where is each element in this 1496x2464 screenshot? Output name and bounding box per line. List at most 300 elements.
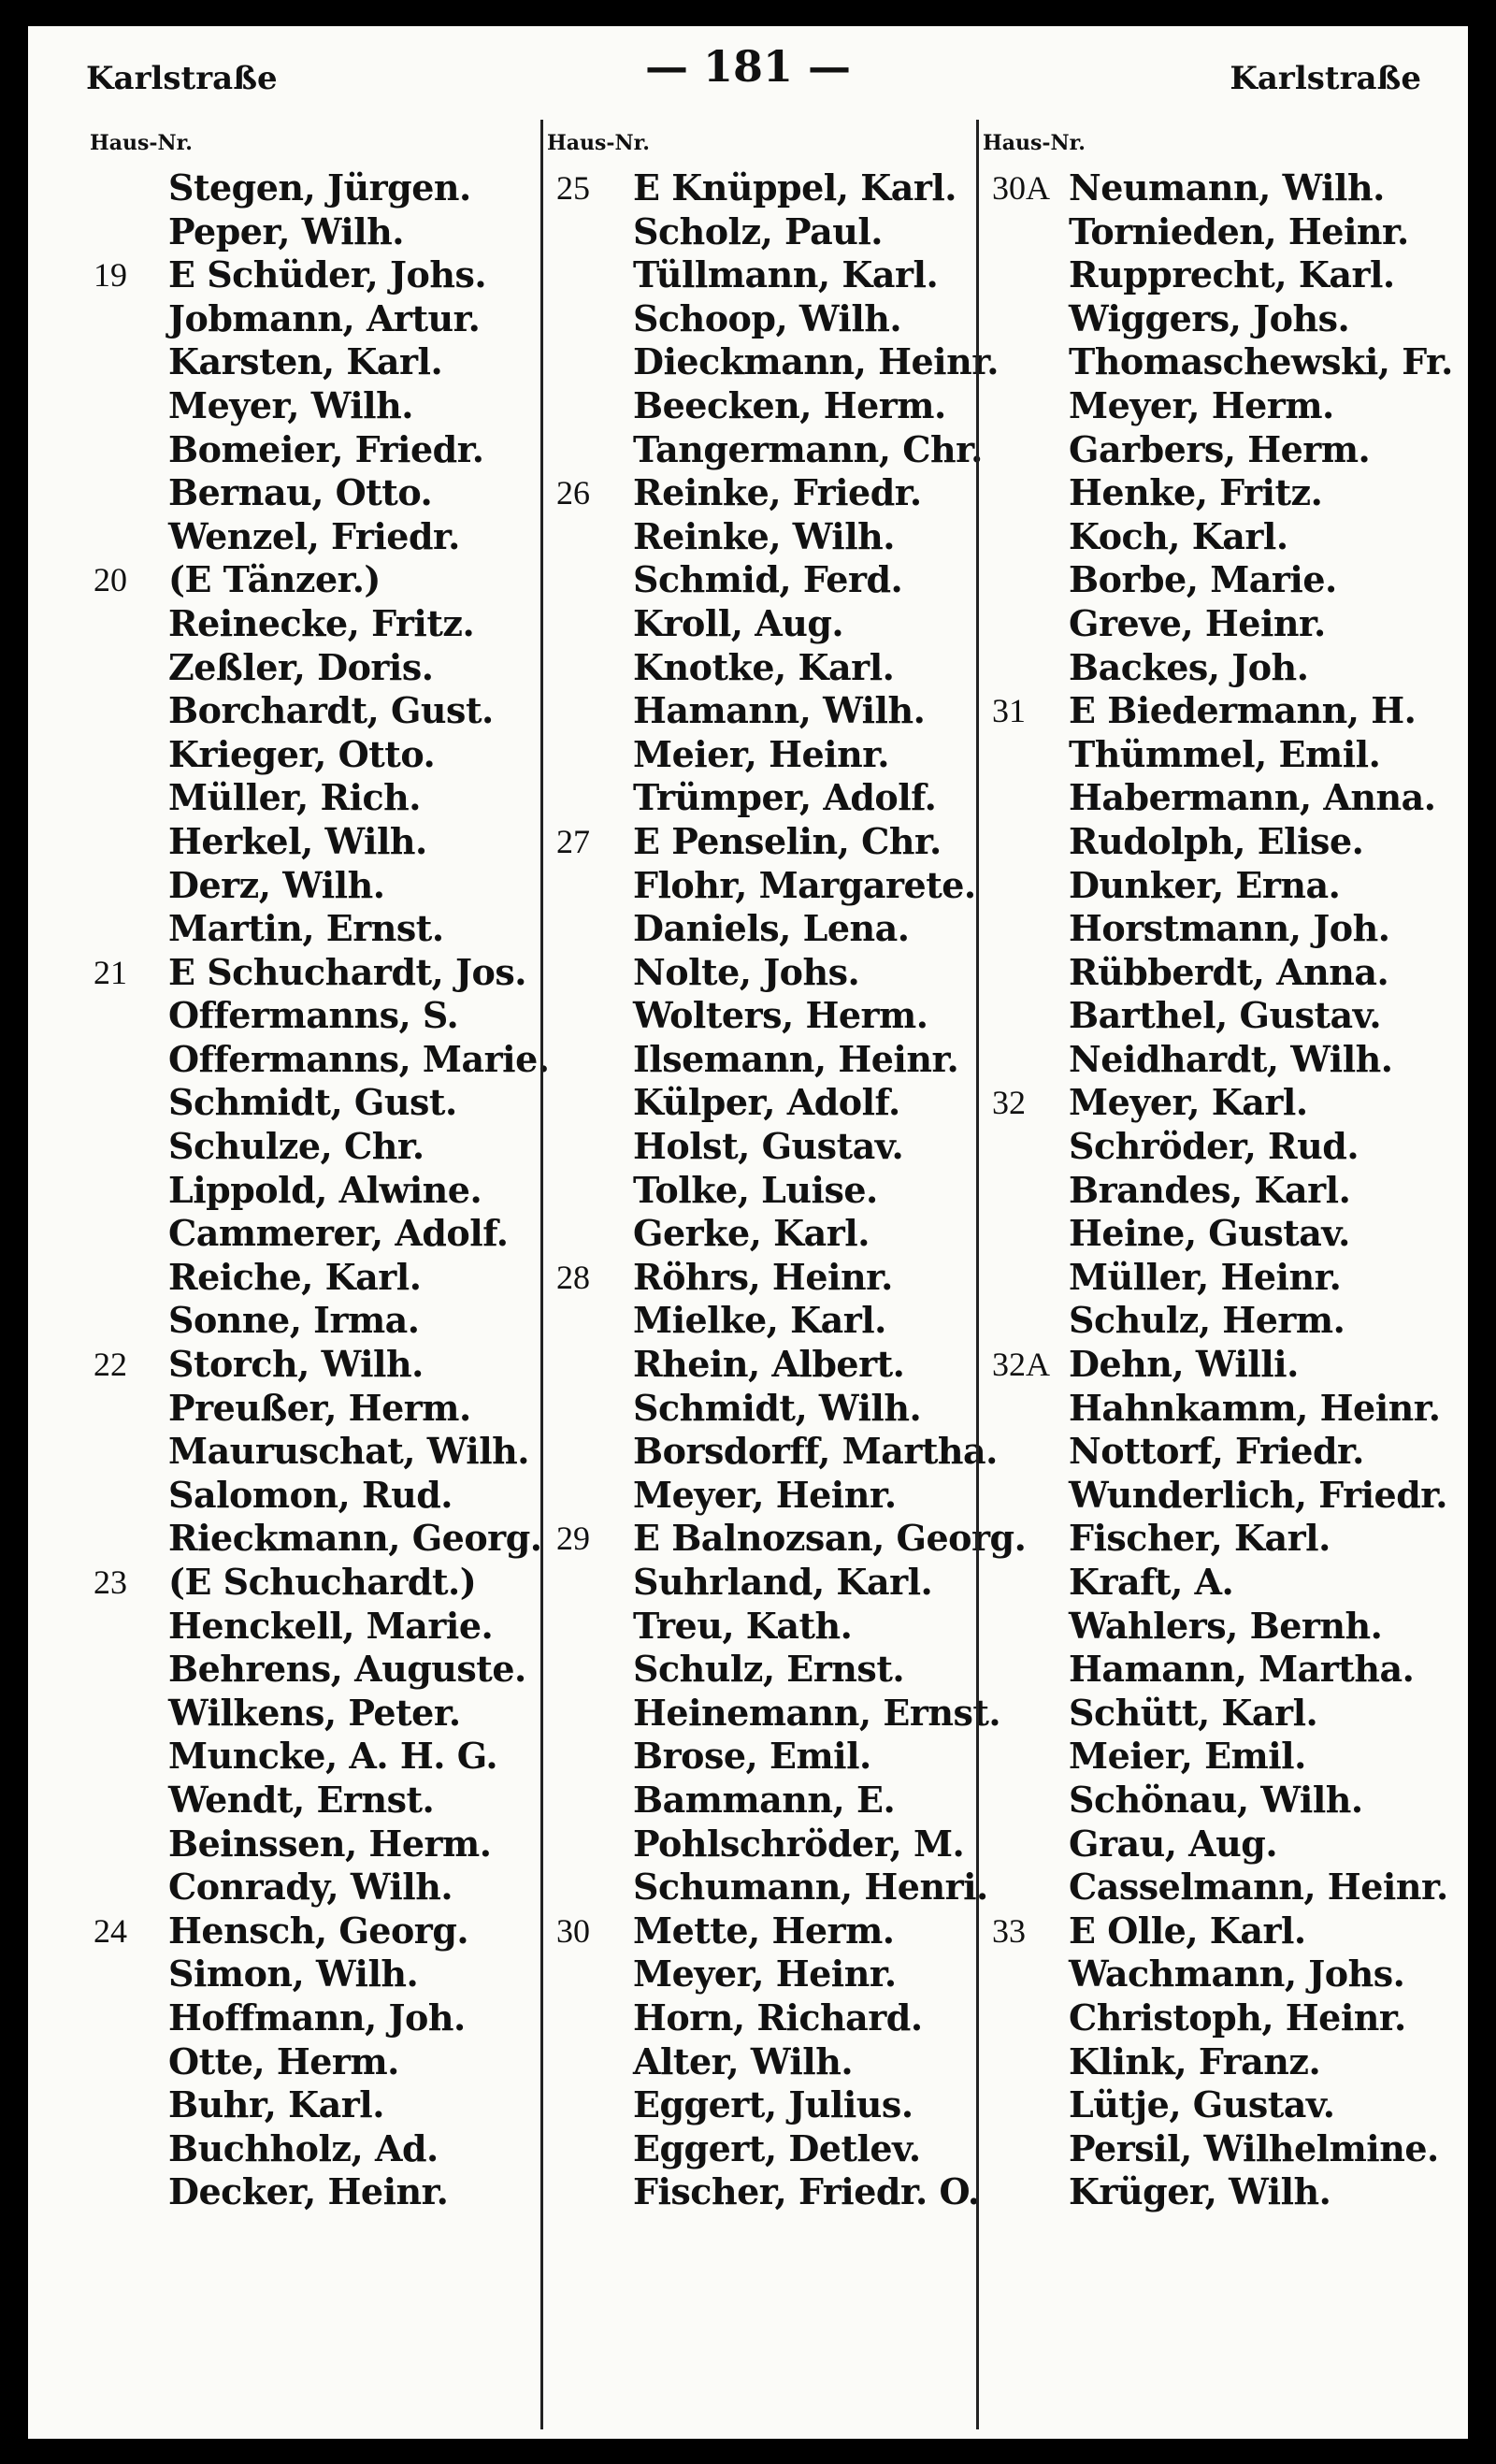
resident-name: Meier, Heinr. [633, 732, 889, 775]
resident-name: Wunderlich, Friedr. [1069, 1473, 1448, 1516]
resident-name: Rudolph, Elise. [1069, 819, 1364, 862]
resident-name: Hahnkamm, Heinr. [1069, 1386, 1441, 1429]
page-number: — 181 — [644, 41, 852, 92]
resident-name: Schröder, Rud. [1069, 1125, 1359, 1168]
house-number: 33 [992, 1911, 1026, 1950]
resident-name: Buchholz, Ad. [168, 2126, 439, 2169]
directory-entry [86, 820, 554, 864]
house-number: 31 [992, 692, 1026, 730]
resident-name: Knotke, Karl. [633, 645, 895, 688]
resident-name: Jobmann, Artur. [168, 296, 481, 339]
directory-entry [543, 1169, 1011, 1213]
directory-entry [86, 1081, 554, 1125]
directory-entry [543, 1561, 1011, 1605]
directory-entry [86, 1299, 554, 1343]
directory-entry [979, 1299, 1446, 1343]
resident-name: Alter, Wilh. [633, 2039, 854, 2082]
directory-entry [86, 1605, 554, 1649]
directory-entry [543, 253, 1011, 297]
resident-name: Beinssen, Herm. [168, 1822, 492, 1865]
directory-entry [979, 166, 1446, 210]
resident-name: Scholz, Paul. [633, 209, 883, 252]
directory-entry [543, 1605, 1011, 1649]
resident-name: Pohlschröder, M. [633, 1822, 965, 1865]
directory-entry [979, 1996, 1446, 2040]
directory-entry [86, 951, 554, 995]
house-number: 23 [94, 1563, 127, 1601]
directory-entry [543, 994, 1011, 1038]
resident-name: Külper, Adolf. [633, 1081, 900, 1124]
resident-name: Heine, Gustav. [1069, 1212, 1350, 1255]
directory-entry [979, 1779, 1446, 1823]
directory-entry [543, 1343, 1011, 1387]
resident-name: Neumann, Wilh. [1069, 166, 1385, 209]
resident-name: Martin, Ernst. [168, 907, 444, 950]
resident-name: Schmidt, Wilh. [633, 1386, 922, 1429]
directory-entry [543, 776, 1011, 820]
resident-name: Lütje, Gustav. [1069, 2083, 1335, 2126]
column-heading: Haus-Nr. [547, 131, 650, 155]
directory-entry [543, 1212, 1011, 1256]
house-number: 30A [992, 169, 1050, 207]
directory-entry [543, 907, 1011, 951]
resident-name: Holst, Gustav. [633, 1125, 904, 1168]
resident-name: Otte, Herm. [168, 2039, 399, 2082]
resident-name: Krüger, Wilh. [1069, 2170, 1331, 2213]
resident-name: Salomon, Rud. [168, 1473, 453, 1516]
directory-entry [86, 1256, 554, 1300]
directory-entry [543, 1474, 1011, 1518]
directory-entry [543, 166, 1011, 210]
resident-name: Nottorf, Friedr. [1069, 1430, 1364, 1473]
resident-name: Flohr, Margarete. [633, 863, 976, 906]
directory-entry [86, 1866, 554, 1909]
resident-name: Müller, Rich. [168, 776, 421, 819]
resident-name: Schütt, Karl. [1069, 1691, 1318, 1734]
directory-entry [86, 776, 554, 820]
resident-name: E Schüder, Johs. [168, 253, 487, 296]
directory-entry [543, 2170, 1011, 2214]
directory-entry [86, 602, 554, 646]
directory-entry [86, 1212, 554, 1256]
house-number: 32 [992, 1084, 1026, 1122]
resident-name: Schulz, Herm. [1069, 1299, 1345, 1342]
directory-entry [86, 558, 554, 602]
resident-name: Meyer, Wilh. [168, 383, 413, 426]
directory-entry [543, 1735, 1011, 1779]
directory-entry [979, 1866, 1446, 1909]
directory-entry [543, 1517, 1027, 1561]
directory-entry [86, 1125, 554, 1169]
directory-entry [979, 558, 1446, 602]
resident-name: Dieckmann, Heinr. [633, 340, 999, 383]
directory-entry [543, 340, 1011, 384]
directory-entry [86, 253, 554, 297]
directory-entry [979, 2127, 1446, 2171]
resident-name: Rieckmann, Georg. [168, 1517, 542, 1560]
resident-name: Krieger, Otto. [168, 732, 436, 775]
directory-entry [979, 646, 1446, 690]
running-head-left: Karlstraße [86, 60, 278, 97]
directory-entry [86, 864, 554, 908]
directory-entry [86, 166, 554, 210]
directory-entry [543, 1038, 1011, 1082]
directory-entry [86, 428, 554, 472]
directory-entry [543, 471, 1011, 515]
resident-name: Hoffmann, Joh. [168, 1996, 466, 2039]
resident-name: Hensch, Georg. [168, 1909, 469, 1952]
directory-entry [86, 646, 554, 690]
resident-name: E Balnozsan, Georg. [633, 1517, 1027, 1560]
resident-name: Conrady, Wilh. [168, 1866, 453, 1909]
directory-entry [979, 864, 1446, 908]
directory-entry [86, 1430, 554, 1474]
resident-name: Behrens, Auguste. [168, 1648, 526, 1691]
directory-entry [979, 384, 1446, 428]
house-number: 21 [94, 953, 127, 991]
resident-name: Brose, Emil. [633, 1735, 871, 1778]
resident-name: E Biedermann, H. [1069, 689, 1417, 732]
resident-name: Decker, Heinr. [168, 2170, 449, 2213]
directory-entry [979, 733, 1446, 777]
resident-name: Buhr, Karl. [168, 2083, 384, 2126]
directory-entry [979, 1343, 1446, 1387]
directory-entry [86, 2040, 554, 2084]
resident-name: Klink, Franz. [1069, 2039, 1321, 2082]
directory-entry [86, 1823, 554, 1866]
resident-name: Muncke, A. H. G. [168, 1735, 498, 1778]
resident-name: Rupprecht, Karl. [1069, 253, 1395, 296]
directory-entry [543, 1125, 1011, 1169]
resident-name: Mauruschat, Wilh. [168, 1430, 529, 1473]
directory-entry [86, 1996, 554, 2040]
directory-entry [86, 1648, 554, 1692]
running-head-right: Karlstraße [1230, 60, 1421, 97]
directory-entry [543, 1648, 1011, 1692]
directory-entry [543, 1779, 1011, 1823]
directory-entry [979, 1909, 1446, 1953]
resident-name: Daniels, Lena. [633, 907, 910, 950]
resident-name: E Olle, Karl. [1069, 1909, 1306, 1952]
resident-name: Wolters, Herm. [633, 994, 928, 1037]
resident-name: Heinemann, Ernst. [633, 1691, 1001, 1734]
directory-entry [979, 1517, 1446, 1561]
directory-entry [86, 471, 554, 515]
resident-name: Rübberdt, Anna. [1069, 950, 1389, 993]
directory-entry [543, 1430, 1011, 1474]
directory-entry [543, 733, 1011, 777]
resident-name: Thümmel, Emil. [1069, 732, 1381, 775]
resident-name: Schumann, Henri. [633, 1866, 988, 1909]
house-number: 30 [556, 1911, 590, 1950]
directory-entry [979, 1735, 1446, 1779]
resident-name: Gerke, Karl. [633, 1212, 870, 1255]
resident-name: Habermann, Anna. [1069, 776, 1436, 819]
resident-name: Cammerer, Adolf. [168, 1212, 509, 1255]
resident-name: Stegen, Jürgen. [168, 166, 471, 209]
directory-entry [86, 994, 554, 1038]
resident-name: Eggert, Julius. [633, 2083, 913, 2126]
directory-entry [979, 2083, 1446, 2127]
resident-name: Tornieden, Heinr. [1069, 209, 1409, 252]
directory-entry [86, 2170, 554, 2214]
resident-name: Mielke, Karl. [633, 1299, 886, 1342]
directory-entry [543, 1387, 1011, 1431]
resident-name: Schönau, Wilh. [1069, 1778, 1363, 1821]
directory-entry [543, 1866, 1011, 1909]
resident-name: Wendt, Ernst. [168, 1778, 435, 1821]
directory-entry [979, 297, 1446, 341]
directory-entry [543, 2040, 1011, 2084]
directory-entry [543, 1823, 1011, 1866]
resident-name: Borsdorff, Martha. [633, 1430, 998, 1473]
directory-entry [543, 1909, 1011, 1953]
resident-name: Ilsemann, Heinr. [633, 1037, 959, 1080]
directory-entry [543, 689, 1011, 733]
resident-name: Meier, Emil. [1069, 1735, 1306, 1778]
resident-name: E Penselin, Chr. [633, 819, 942, 862]
directory-entry [979, 428, 1446, 472]
directory-entry [543, 602, 1011, 646]
directory-entry [979, 907, 1446, 951]
directory-entry [86, 384, 554, 428]
directory-entry [543, 1692, 1011, 1736]
directory-entry [979, 1692, 1446, 1736]
directory-entry [86, 1735, 554, 1779]
resident-name: Wenzel, Friedr. [168, 514, 460, 557]
directory-entry [979, 1605, 1446, 1649]
resident-name: Schmidt, Gust. [168, 1081, 457, 1124]
directory-entry [543, 210, 1011, 254]
column-heading: Haus-Nr. [983, 131, 1086, 155]
directory-entry [979, 1952, 1446, 1996]
resident-name: Kraft, A. [1069, 1561, 1234, 1603]
directory-entry [543, 515, 1011, 559]
directory-entry [979, 471, 1446, 515]
resident-name: Preußer, Herm. [168, 1386, 471, 1429]
resident-name: Hamann, Wilh. [633, 689, 926, 732]
resident-name: Peper, Wilh. [168, 209, 404, 252]
house-number: 29 [556, 1520, 590, 1558]
directory-entry [979, 210, 1446, 254]
directory-entry [979, 776, 1446, 820]
directory-entry [86, 297, 554, 341]
resident-name: Schmid, Ferd. [633, 558, 903, 601]
resident-name: Reinecke, Fritz. [168, 601, 475, 644]
resident-name: Sonne, Irma. [168, 1299, 420, 1342]
directory-entry [86, 1779, 554, 1823]
resident-name: Persil, Wilhelmine. [1069, 2126, 1439, 2169]
resident-name: Reiche, Karl. [168, 1255, 422, 1298]
directory-entry [543, 820, 1011, 864]
resident-name: Bomeier, Friedr. [168, 427, 484, 470]
resident-name: Wiggers, Johs. [1069, 296, 1350, 339]
resident-name: Suhrland, Karl. [633, 1561, 933, 1603]
house-number: 27 [556, 822, 590, 860]
directory-entry [86, 1169, 554, 1213]
directory-entry [979, 2170, 1446, 2214]
resident-name: Rhein, Albert. [633, 1343, 905, 1386]
directory-entry [979, 602, 1446, 646]
resident-name: Meyer, Herm. [1069, 383, 1334, 426]
directory-entry [543, 864, 1011, 908]
directory-entry [543, 428, 1011, 472]
directory-entry [86, 1387, 554, 1431]
directory-entry [979, 820, 1446, 864]
directory-entry [543, 2127, 1011, 2171]
resident-name: Fischer, Friedr. O. [633, 2170, 980, 2213]
directory-entry [979, 1387, 1446, 1431]
house-number: 32A [992, 1346, 1050, 1384]
directory-entry [543, 297, 1011, 341]
directory-entry [979, 1169, 1446, 1213]
resident-name: E Knüppel, Karl. [633, 166, 957, 209]
column-3 [976, 120, 1453, 2429]
directory-entry [979, 1256, 1446, 1300]
directory-entry [543, 1081, 1011, 1125]
resident-name: Casselmann, Heinr. [1069, 1866, 1448, 1909]
resident-name: Wilkens, Peter. [168, 1691, 461, 1734]
resident-name: Schulze, Chr. [168, 1125, 424, 1168]
resident-name: Bernau, Otto. [168, 471, 433, 514]
resident-name: Greve, Heinr. [1069, 601, 1326, 644]
directory-entry [979, 1474, 1446, 1518]
directory-entry [86, 1561, 554, 1605]
directory-entry [979, 340, 1453, 384]
directory-entry [979, 1823, 1446, 1866]
resident-name: Christoph, Heinr. [1069, 1996, 1406, 2039]
resident-name: Borchardt, Gust. [168, 689, 494, 732]
resident-name: Tüllmann, Karl. [633, 253, 939, 296]
directory-entry [979, 2040, 1446, 2084]
resident-name: Backes, Joh. [1069, 645, 1309, 688]
resident-name: (E Tänzer.) [168, 558, 381, 601]
resident-name: Mette, Herm. [633, 1909, 895, 1952]
directory-entry [543, 384, 1011, 428]
resident-name: Tolke, Luise. [633, 1168, 878, 1211]
resident-name: Borbe, Marie. [1069, 558, 1337, 601]
resident-name: Nolte, Johs. [633, 950, 860, 993]
directory-entry [86, 1517, 554, 1561]
house-number: 24 [94, 1911, 127, 1950]
directory-entry [86, 515, 554, 559]
resident-name: Simon, Wilh. [168, 1952, 419, 1996]
resident-name: Fischer, Karl. [1069, 1517, 1331, 1560]
directory-entry [979, 515, 1446, 559]
house-number: 22 [94, 1346, 127, 1384]
resident-name: Offermanns, S. [168, 994, 459, 1037]
resident-name: Eggert, Detlev. [633, 2126, 921, 2169]
directory-entry [86, 907, 554, 951]
resident-name: Meyer, Heinr. [633, 1473, 897, 1516]
directory-entry [86, 1038, 554, 1082]
directory-entry [979, 1430, 1446, 1474]
resident-name: Herkel, Wilh. [168, 819, 427, 862]
directory-entry [543, 1952, 1011, 1996]
directory-entry [86, 1692, 554, 1736]
directory-entry [979, 689, 1446, 733]
directory-entry [86, 689, 554, 733]
resident-name: Schoop, Wilh. [633, 296, 902, 339]
resident-name: Meyer, Heinr. [633, 1952, 897, 1996]
house-number: 19 [94, 256, 127, 295]
resident-name: Reinke, Friedr. [633, 471, 922, 514]
resident-name: Horstmann, Joh. [1069, 907, 1390, 950]
resident-name: Dehn, Willi. [1069, 1343, 1299, 1386]
resident-name: Lippold, Alwine. [168, 1168, 482, 1211]
directory-entry [543, 1256, 1011, 1300]
column-heading: Haus-Nr. [90, 131, 193, 155]
resident-name: Henke, Fritz. [1069, 471, 1323, 514]
resident-name: Henckell, Marie. [168, 1604, 494, 1647]
resident-name: Grau, Aug. [1069, 1822, 1278, 1865]
house-number: 28 [556, 1258, 590, 1296]
directory-entry [979, 994, 1446, 1038]
directory-entry [543, 951, 1011, 995]
house-number: 20 [94, 561, 127, 599]
resident-name: Schulz, Ernst. [633, 1648, 905, 1691]
house-number: 26 [556, 474, 590, 512]
directory-entry [86, 1343, 554, 1387]
house-number: 25 [556, 169, 590, 207]
resident-name: E Schuchardt, Jos. [168, 950, 526, 993]
resident-name: Storch, Wilh. [168, 1343, 424, 1386]
directory-entry [86, 733, 554, 777]
directory-entry [543, 1299, 1011, 1343]
directory-entry [979, 1125, 1446, 1169]
resident-name: Hamann, Martha. [1069, 1648, 1415, 1691]
resident-name: Wachmann, Johs. [1069, 1952, 1405, 1996]
resident-name: Meyer, Karl. [1069, 1081, 1308, 1124]
resident-name: Neidhardt, Wilh. [1069, 1037, 1393, 1080]
resident-name: Wahlers, Bernh. [1069, 1604, 1383, 1647]
directory-entry [979, 1561, 1446, 1605]
directory-entry [86, 1909, 554, 1953]
directory-entry [979, 1081, 1446, 1125]
resident-name: Kroll, Aug. [633, 601, 844, 644]
resident-name: Derz, Wilh. [168, 863, 385, 906]
resident-name: Röhrs, Heinr. [633, 1255, 893, 1298]
column-1 [86, 120, 554, 2429]
resident-name: Tangermann, Chr. [633, 427, 983, 470]
directory-entry [86, 1474, 554, 1518]
resident-name: Barthel, Gustav. [1069, 994, 1382, 1037]
directory-entry [979, 1038, 1446, 1082]
directory-entry [86, 210, 554, 254]
directory-page [28, 26, 1468, 2439]
resident-name: Horn, Richard. [633, 1996, 923, 2039]
resident-name: Dunker, Erna. [1069, 863, 1341, 906]
resident-name: Thomaschewski, Fr. [1069, 340, 1453, 383]
directory-entry [543, 646, 1011, 690]
resident-name: Offermanns, Marie. [168, 1037, 550, 1080]
directory-entry [979, 1648, 1446, 1692]
directory-entry [543, 558, 1011, 602]
resident-name: Bammann, E. [633, 1778, 896, 1821]
directory-entry [979, 253, 1446, 297]
column-rows [979, 166, 1453, 2214]
directory-entry [86, 340, 554, 384]
directory-entry [86, 2127, 554, 2171]
resident-name: Koch, Karl. [1069, 514, 1288, 557]
directory-entry [979, 1212, 1446, 1256]
directory-entry [979, 951, 1446, 995]
resident-name: Beecken, Herm. [633, 383, 946, 426]
column-rows [86, 166, 554, 2214]
directory-entry [543, 1996, 1011, 2040]
resident-name: Reinke, Wilh. [633, 514, 896, 557]
resident-name: Zeßler, Doris. [168, 645, 434, 688]
